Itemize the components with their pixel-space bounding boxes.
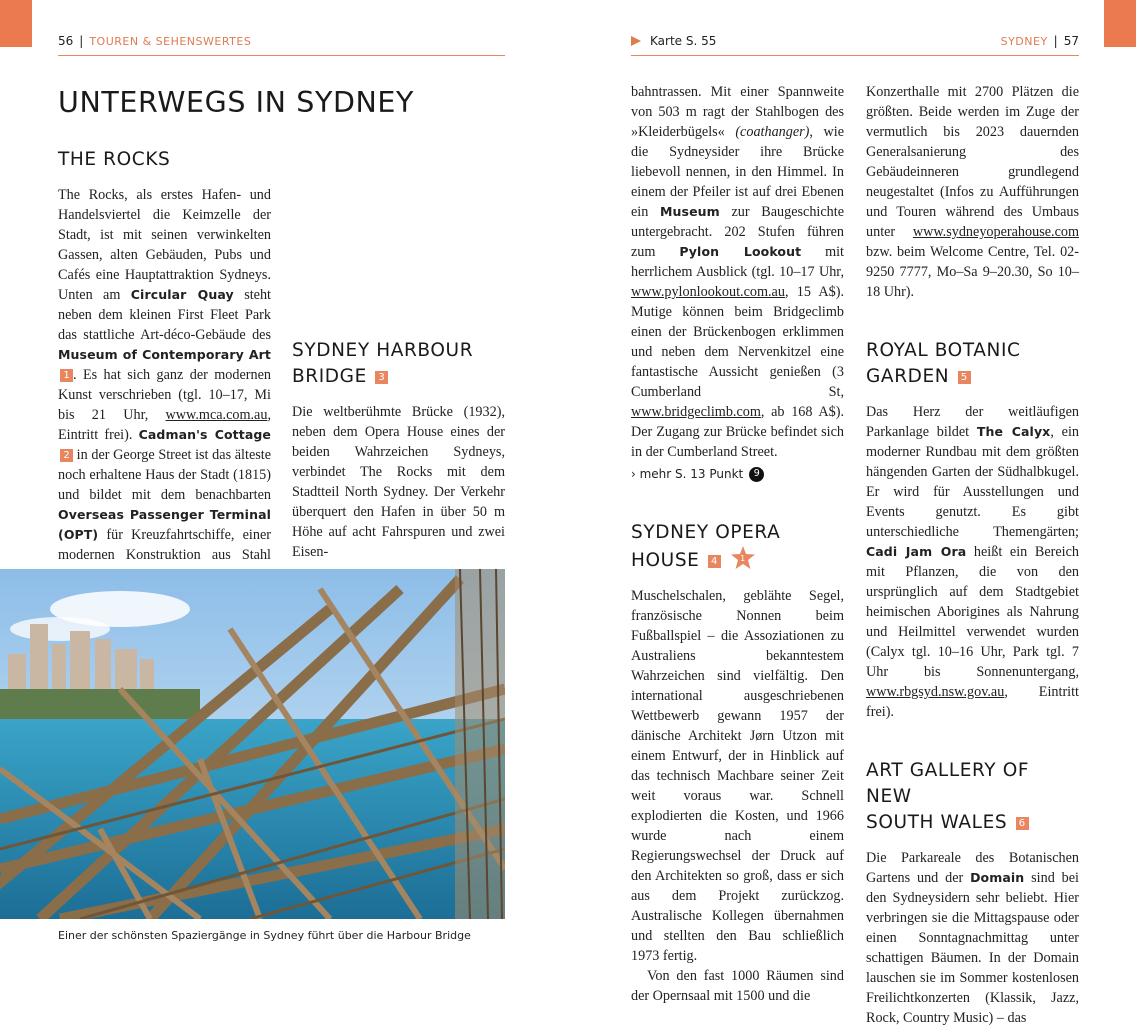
- map-reference[interactable]: [631, 34, 716, 48]
- point-number-badge: 9: [749, 467, 764, 482]
- sight-number-badge: 6: [1016, 817, 1029, 830]
- heading-harbour-bridge: SYDNEY HARBOUR BRIDGE 3: [292, 340, 474, 387]
- map-reference-label: Karte S. 55: [650, 34, 717, 48]
- link-bridgeclimb[interactable]: www.bridgeclimb.com: [631, 404, 761, 420]
- page-edge-tab-left: [0, 0, 32, 47]
- page-number-left: 56: [58, 34, 74, 48]
- running-header-right: [631, 34, 1079, 56]
- star-icon: [731, 546, 755, 569]
- header-separator: |: [79, 34, 84, 48]
- paragraph-art-gallery: Die Parkareale des Botanischen Gartens und der Domain sind bei den Sydneysidern sehr beliebt. Hier verbringen sie die Mittagspause oder einen Sonntagnachmittag unter schattigen Bäumen. In der Domain lauschen sie im Sommer kostenlosen Freilichtkonzerten (Klassik, Jazz, Rock, Country Music) – das: [866, 850, 1079, 1026]
- star-number: 1: [740, 554, 747, 563]
- heading-art-gallery: ART GALLERY OF NEW SOUTH WALES 6: [866, 760, 1030, 833]
- section-title: TOUREN & SEHENSWERTES: [89, 35, 252, 48]
- link-mca[interactable]: www.mca.com.au: [165, 407, 268, 423]
- page-edge-tab-right: [1104, 0, 1136, 47]
- paragraph-botanic: Das Herz der weitläufigen Parkanlage bildet The Calyx, ein moderner Rundbau mit dem größten hängenden Garten der Südhalbkugel. Er wird für Ausstellungen und Events genutzt. Es gibt unterschiedliche Themengärten; Cadi Jam Ora heißt ein Bereich mit Pflanzen, die von den ursprünglich auf dem Stadtgebiet heimischen Aborigines als Nahrung und Heilmittel verwendet wurden (Calyx tgl. 10–16 Uhr, Park tgl. 7 Uhr bis Sonnenuntergang, www.rbgsyd.nsw.gov.au, Eintritt frei).: [866, 404, 1080, 720]
- paragraph-opera-1: Muschelschalen, geblähte Segel, französische Nonnen beim Fußballspiel – die Assoziationen zu Australiens bekanntestem Wahrzeichen sind vielfältig. Den international ausgeschriebenen Wettbewerb gewann 1957 der dänische Architekt Jørn Utzon mit einem Entwurf, der in Hinblick auf das technisch Machbare seiner Zeit weit voraus war. Schnell explodierten die Kosten, und 1966 wurde nach einem Regierungswechsel der Druck auf den Architekten so groß, dass er sich aus dem Projekt zurückzog. Australische Kollegen übernahmen und stellten den Bau schließlich 1973 fertig.: [631, 588, 844, 964]
- sight-number-badge: 4: [708, 555, 721, 568]
- paragraph-bridge: Die weltberühmte Brücke (1932), neben dem Opera House eines der beiden Wahrzeichen Sydneys, verbindet The Rocks mit dem Stadtteil North Sydney. Der Verkehr überquert den Hafen in über 50 m Höhe auf acht Fahrspuren und zwei Eisen-: [292, 404, 505, 560]
- right-header-group: [1001, 34, 1079, 48]
- heading-the-rocks: THE ROCKS: [58, 149, 171, 170]
- paragraph-opera-3: Konzerthalle mit 2700 Plätzen die größten. Beide werden im Zuge der vermutlich bis 2023 dauernden Generalsanierung des Gebäudeinneren grundlegend neugestaltet (Infos zu Aufführungen und Touren während des Umbaus unter www.sydneyoperahouse.com bzw. beim Welcome Centre, Tel. 02-9250 7777, Mo–Sa 9–20.30, So 10–18 Uhr).: [866, 84, 1079, 300]
- sight-number-badge: 2: [60, 449, 73, 462]
- page-title: UNTERWEGS IN SYDNEY: [58, 86, 415, 119]
- heading-botanic-garden: ROYAL BOTANIC GARDEN 5: [866, 340, 1021, 387]
- paragraph-bridge-continued: bahntrassen. Mit einer Spannweite von 503 m ragt der Stahlbogen des »Kleiderbügels« (coathanger), wie die Sydneysider ihre Brücke liebevoll nennen, in den Himmel. In einem der Pfeiler ist auf drei Ebenen ein Museum zur Baugeschichte untergebracht. 202 Stufen führen zum Pylon Lookout mit herrlichem Ausblick (tgl. 10–17 Uhr, www.pylonlookout.com.au, 15 A$). Mutige können beim Bridgeclimb einen der Brückenbogen erklimmen und neben dem Nervenkitzel eine fantastische Aussicht genießen (3 Cumberland St, www.bridgeclimb.com, ab 168 A$). Der Zugang zur Brücke befindet sich in der Cumberland Street.: [631, 84, 845, 460]
- photo-caption: Einer der schönsten Spaziergänge in Sydney führt über die Harbour Bridge: [58, 929, 471, 942]
- link-rbgsyd[interactable]: www.rbgsyd.nsw.gov.au: [866, 684, 1005, 700]
- cross-reference[interactable]: › mehr S. 13 Punkt 9: [631, 464, 844, 484]
- header-separator: |: [1053, 34, 1058, 48]
- city-title: SYDNEY: [1000, 35, 1048, 48]
- paragraph-opera-2: Von den fast 1000 Räumen sind der Opernsaal mit 1500 und die: [631, 968, 844, 1004]
- column-right-2: [866, 82, 1079, 1028]
- link-sydney-opera-house[interactable]: www.sydneyoperahouse.com: [912, 224, 1079, 240]
- column-left-2: [292, 338, 505, 562]
- sight-number-badge: 5: [958, 371, 971, 384]
- harbour-bridge-photo: [0, 569, 505, 919]
- page-number-right: 57: [1063, 34, 1079, 48]
- paragraph-the-rocks: The Rocks, als erstes Hafen- und Handelsviertel die Keimzelle der Stadt, ist mit seinen verwinkelten Gassen, alten Gebäuden, Pubs und Cafés eine Hauptattraktion Sydneys. Unten am Circular Quay steht neben dem kleinen First Fleet Park das stattliche Art-déco-Gebäude des Museum of Contemporary Art 1 . Es hat sich ganz der modernen Kunst verschrieben (tgl. 10–17, Mi bis 21 Uhr, www.mca.com.au, Eintritt frei). Cadman's Cottage 2 in der George Street ist das älteste noch erhaltene Haus der Stadt (1815) und bildet mit dem benachbarten Overseas Passenger Terminal (OPT) für Kreuzfahrtschiffe, einer modernen Konstruktion aus Stahl: [58, 187, 271, 563]
- sight-number-badge: 1: [60, 369, 73, 382]
- link-pylon-lookout[interactable]: www.pylonlookout.com.au: [631, 284, 785, 300]
- sight-number-badge: 3: [375, 371, 388, 384]
- running-header-left: [58, 34, 505, 56]
- arrow-right-icon: [631, 36, 641, 46]
- heading-opera-house: SYDNEY OPERA HOUSE 4 1: [631, 522, 781, 571]
- column-right-1: [631, 82, 844, 1006]
